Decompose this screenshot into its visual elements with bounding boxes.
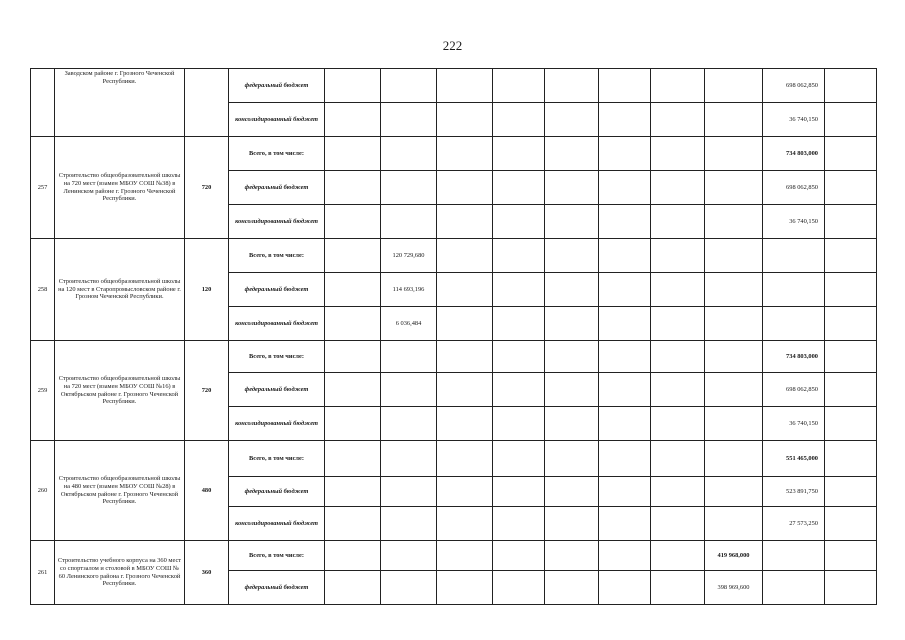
source-consolidated-label: консолидированный бюджет xyxy=(229,205,325,239)
source-consolidated-label: консолидированный бюджет xyxy=(229,507,325,541)
source-federal-label: федеральный бюджет xyxy=(229,69,325,103)
capacity-cell: 120 xyxy=(185,239,229,341)
source-consolidated-label: консолидированный бюджет xyxy=(229,103,325,137)
object-name-cell: Заводском районе г. Грозного Чеченской Республики. xyxy=(55,69,185,137)
federal-value: 698 062,850 xyxy=(763,373,825,407)
capacity-cell: 720 xyxy=(185,341,229,441)
total-value: 551 465,000 xyxy=(763,441,825,477)
total-value: 120 729,680 xyxy=(381,239,437,273)
table-row xyxy=(31,541,877,571)
row-number-cell: 261 xyxy=(31,541,55,605)
federal-value: 698 062,850 xyxy=(763,69,825,103)
table-row xyxy=(31,239,877,273)
budget-table xyxy=(30,68,877,605)
row-number-cell: 259 xyxy=(31,341,55,441)
source-total-label: Всего, в том числе: xyxy=(229,239,325,273)
source-consolidated-label: консолидированный бюджет xyxy=(229,407,325,441)
source-consolidated-label: консолидированный бюджет xyxy=(229,307,325,341)
object-name-cell: Строительство общеобразовательной школы на 720 мест (взамен МБОУ СОШ №16) в Октябрьском районе г. Грозного Чеченской Республики. xyxy=(55,341,185,441)
source-federal-label: федеральный бюджет xyxy=(229,477,325,507)
row-number-cell: 258 xyxy=(31,239,55,341)
consolidated-value: 36 740,150 xyxy=(763,407,825,441)
consolidated-value: 6 036,484 xyxy=(381,307,437,341)
object-name-cell: Строительство общеобразовательной школы на 480 мест (взамен МБОУ СОШ №28) в Октябрьском районе г. Грозного Чеченской Республики. xyxy=(55,441,185,541)
source-federal-label: федеральный бюджет xyxy=(229,571,325,605)
federal-value: 523 891,750 xyxy=(763,477,825,507)
source-federal-label: федеральный бюджет xyxy=(229,171,325,205)
consolidated-value: 36 740,150 xyxy=(763,205,825,239)
total-value: 734 803,000 xyxy=(763,341,825,373)
source-total-label: Всего, в том числе: xyxy=(229,541,325,571)
total-value: 734 803,000 xyxy=(763,137,825,171)
table-row xyxy=(31,441,877,477)
federal-value: 698 062,850 xyxy=(763,171,825,205)
consolidated-value: 36 740,150 xyxy=(763,103,825,137)
table-row xyxy=(31,69,877,103)
object-name-cell: Строительство общеобразовательной школы на 720 мест (взамен МБОУ СОШ №38) в Ленинском районе г. Грозного Чеченской Республики. xyxy=(55,137,185,239)
row-number-cell: 260 xyxy=(31,441,55,541)
capacity-cell xyxy=(185,69,229,137)
source-total-label: Всего, в том числе: xyxy=(229,137,325,171)
row-number-cell: 257 xyxy=(31,137,55,239)
capacity-cell: 720 xyxy=(185,137,229,239)
source-federal-label: федеральный бюджет xyxy=(229,273,325,307)
federal-value: 114 693,196 xyxy=(381,273,437,307)
table-row xyxy=(31,341,877,373)
capacity-cell: 480 xyxy=(185,441,229,541)
row-number-cell xyxy=(31,69,55,137)
page-number: 222 xyxy=(442,38,463,53)
consolidated-value: 27 573,250 xyxy=(763,507,825,541)
source-total-label: Всего, в том числе: xyxy=(229,441,325,477)
object-name-cell: Строительство общеобразовательной школы на 120 мест в Старопромысловском районе г. Грозном Чеченской Республики. xyxy=(55,239,185,341)
source-federal-label: федеральный бюджет xyxy=(229,373,325,407)
capacity-cell: 360 xyxy=(185,541,229,605)
federal-value: 398 969,600 xyxy=(705,571,763,605)
source-total-label: Всего, в том числе: xyxy=(229,341,325,373)
total-value: 419 968,000 xyxy=(705,541,763,571)
object-name-cell: Строительство учебного корпуса на 360 мест со спортзалом и столовой в МБОУ СОШ № 60 Ленинского района г. Грозного Чеченской Республики. xyxy=(55,541,185,605)
table-row xyxy=(31,137,877,171)
